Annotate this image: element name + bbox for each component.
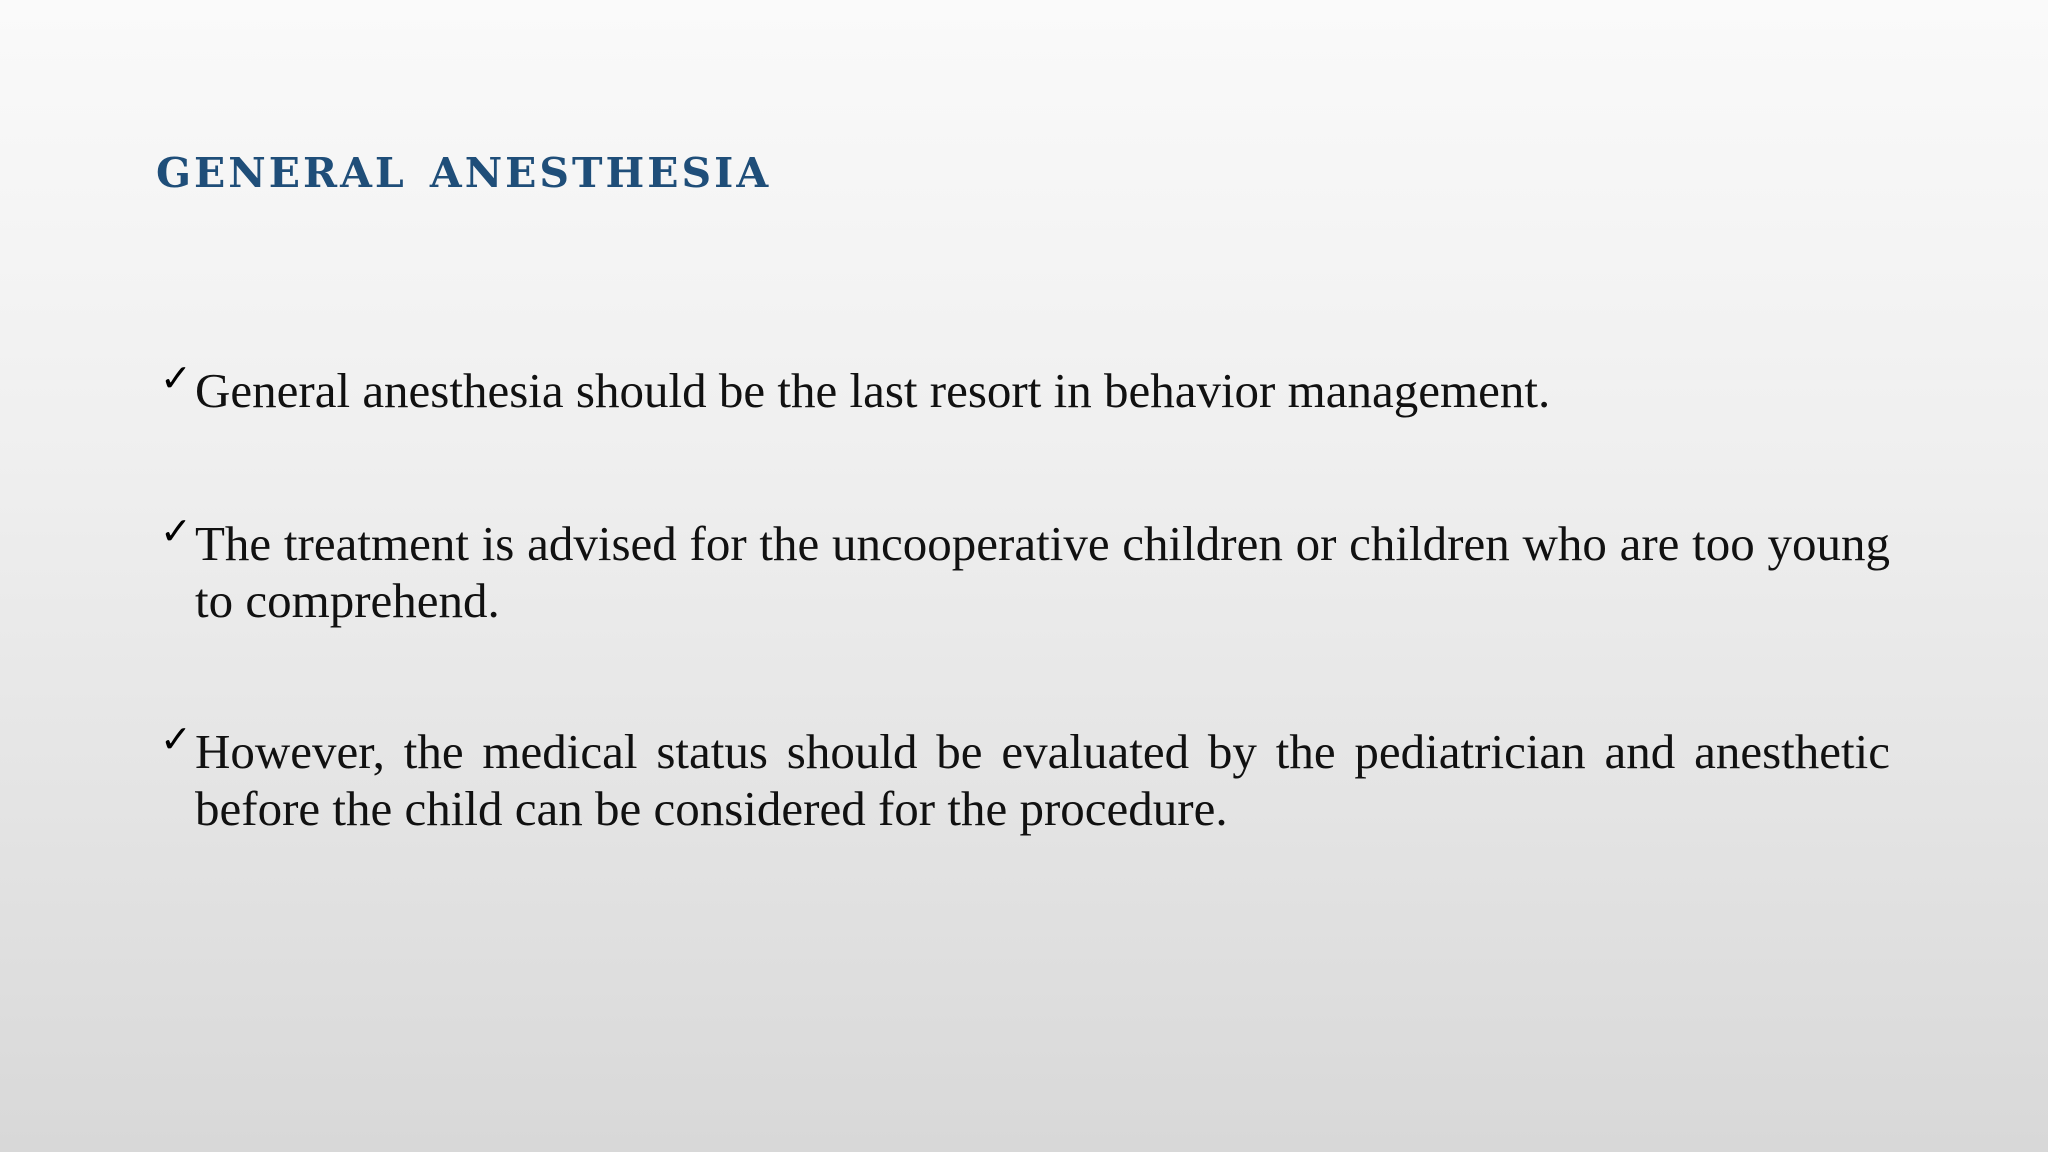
bullet-text: General anesthesia should be the last resort in behavior management.: [195, 363, 1551, 418]
checkmark-icon: ✓: [160, 356, 192, 400]
bullet-item: [160, 717, 1890, 837]
checkmark-icon: ✓: [160, 509, 192, 553]
bullet-item: [160, 509, 1890, 629]
bullet-list: [160, 356, 1890, 933]
bullet-text: The treatment is advised for the uncooperative children or children who are too young to comprehend.: [195, 516, 1890, 628]
slide-title: general anesthesia: [156, 133, 772, 201]
bullet-text: However, the medical status should be evaluated by the pediatrician and anesthetic before the child can be considered for the procedure.: [195, 724, 1890, 836]
bullet-item: [160, 356, 1890, 419]
checkmark-icon: ✓: [160, 717, 192, 761]
